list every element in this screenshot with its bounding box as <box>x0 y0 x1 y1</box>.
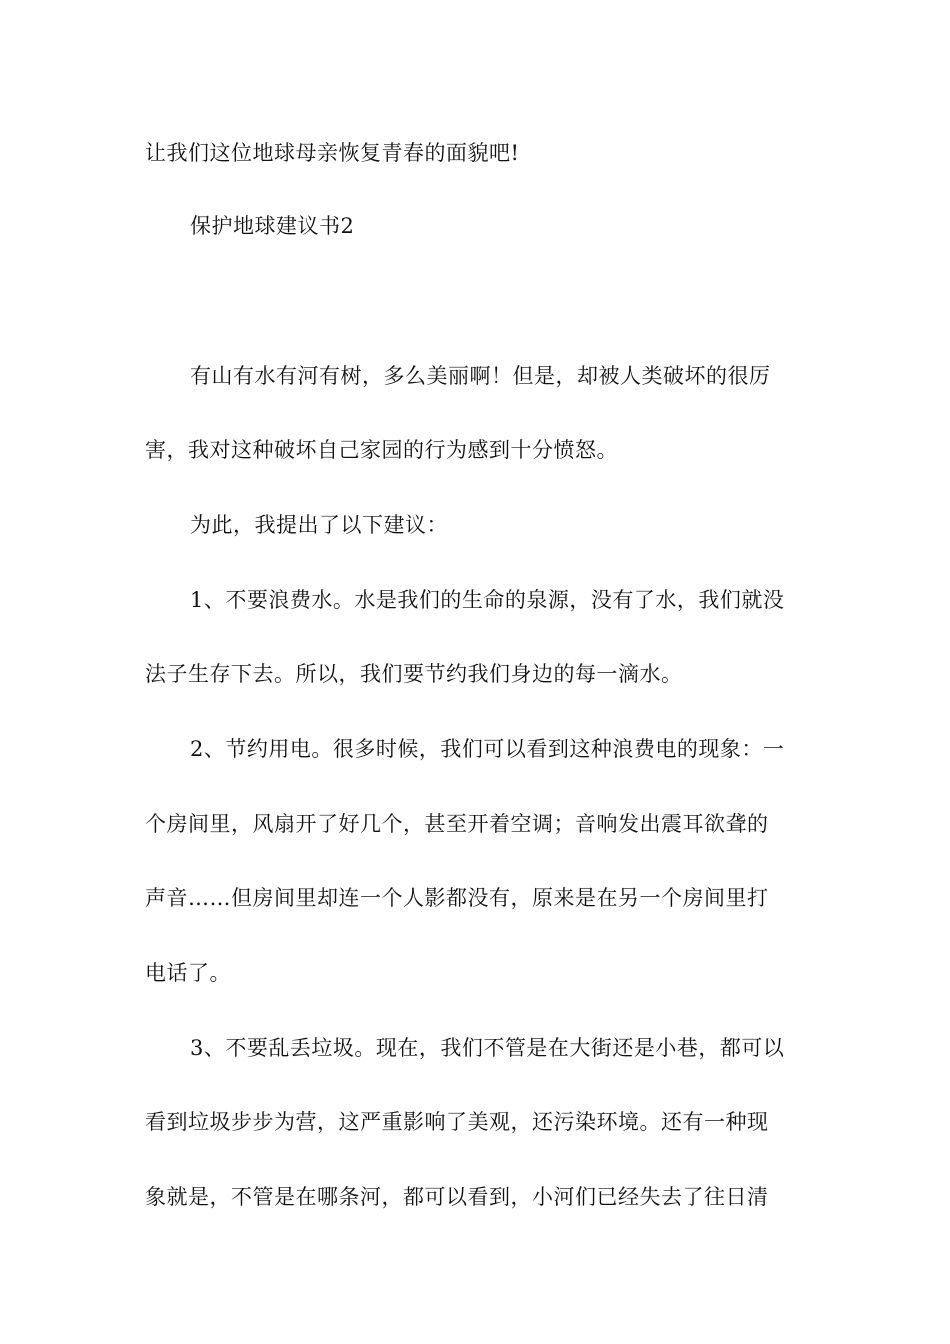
suggestion-3-line-2: 看到垃圾步步为营，这严重影响了美观，还污染环境。还有一种现 <box>145 1110 769 1134</box>
paragraph-intro-line-1: 有山有水有河有树，多么美丽啊！但是，却被人类破坏的很厉 <box>190 364 771 388</box>
paragraph-closing-line: 让我们这位地球母亲恢复青春的面貌吧! <box>145 141 520 165</box>
section-title: 保护地球建议书2 <box>190 214 355 238</box>
suggestion-1-line-1: 1、不要浪费水。水是我们的生命的泉源，没有了水，我们就没 <box>190 588 785 612</box>
suggestion-2-line-4: 电话了。 <box>145 961 231 985</box>
suggestion-2-line-1: 2、节约用电。很多时候，我们可以看到这种浪费电的现象：一 <box>190 737 785 761</box>
suggestion-2-line-3: 声音……但房间里却连一个人影都没有，原来是在另一个房间里打 <box>145 886 769 910</box>
suggestion-3-line-1: 3、不要乱丢垃圾。现在，我们不管是在大街还是小巷，都可以 <box>190 1036 785 1060</box>
paragraph-proposal-line: 为此，我提出了以下建议： <box>190 513 448 537</box>
suggestion-2-line-2: 个房间里，风扇开了好几个，甚至开着空调；音响发出震耳欲聋的 <box>145 812 769 836</box>
suggestion-1-line-2: 法子生存下去。所以，我们要节约我们身边的每一滴水。 <box>145 662 683 686</box>
suggestion-3-line-3: 象就是，不管是在哪条河，都可以看到，小河们已经失去了往日清 <box>145 1185 769 1209</box>
paragraph-intro-line-2: 害，我对这种破坏自己家园的行为感到十分愤怒。 <box>145 438 618 462</box>
